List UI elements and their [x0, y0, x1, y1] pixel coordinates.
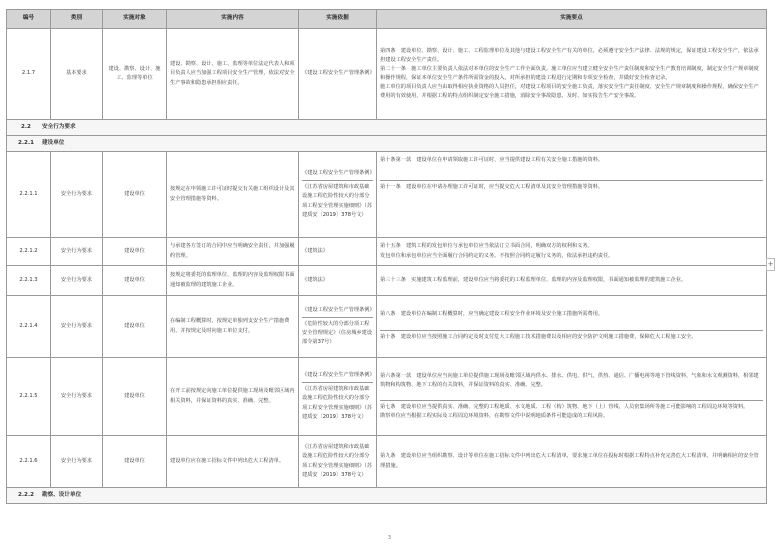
table-row: [7, 358, 767, 436]
row-code: 2.2.1.4: [7, 296, 51, 358]
row-content: 在开工前按规定向施工单位提供施工现场及毗邻区域内相关资料，并保证资料的真实、准确、完整。: [167, 358, 299, 436]
row-content: 在编制工程概算时，按规定单独列支安全生产措施费用，并按规定及时向施工单位支付。: [167, 296, 299, 358]
row-basis: [299, 436, 377, 488]
row-basis: [299, 238, 377, 266]
row-requirements: [377, 29, 767, 120]
header-basis: 实施依据: [299, 10, 377, 29]
row-code: 2.1.7: [7, 29, 51, 120]
requirement-entry: 第八条 建设单位在编制工程概算时，应当确定建设工程安全作业环境及安全施工措施所需费用。: [380, 311, 604, 318]
requirement-entry: 第三十三条 实施建筑工程监理前，建设单位应当将委托的工程监理单位、监理的内容及监理权限，书面通知被监理的建筑施工企业。: [380, 276, 687, 283]
row-object: 建设单位: [103, 358, 167, 436]
basis-entry: 《危险性较大的分部分项工程安全管理规定》（住房城乡建设部令第37号）: [302, 317, 373, 349]
basis-entry: 《建设工程安全生产管理条例》: [302, 170, 375, 177]
section-row: [7, 136, 767, 152]
row-content: 建设、勘察、设计、施工、监理等单位法定代表人和项目负责人应当加强工程项目安全生产管理，依法对安全生产事故和隐患承担相应责任。: [167, 29, 299, 120]
header-category: 类别: [51, 10, 103, 29]
requirement-entry: 第十条 建设单位应当按照施工合同约定及时支付危大工程施工技术措施费以及相应的安全防护文明施工措施费，保障危大工程施工安全。: [380, 330, 763, 344]
requirement-entry: 第六条第一款 建设单位应当向施工单位提供施工现场及毗邻区域内供水、排水、供电、供气、供热、通信、广播电视等地下管线资料，气象和水文观测资料，相邻建筑物和构筑物、地下工程的有关资料，并保证资料的真实、准确、完整。: [380, 372, 759, 388]
row-content: 建设单位应在施工招标文件中列出危大工程清单。: [167, 436, 299, 488]
section-row: [7, 488, 767, 504]
basis-entry: 《建设工程安全生产管理条例》: [302, 372, 375, 379]
row-basis: [299, 296, 377, 358]
row-code: 2.2.1.3: [7, 266, 51, 296]
row-content: 按规定在申领施工许可证时提交有关施工组织设计及其安全管理措施等资料。: [167, 152, 299, 238]
row-requirements: [377, 436, 767, 488]
table-header-row: [7, 10, 767, 29]
row-content: 与承建各方签订的合同中应当明确安全责任，并加强履约管理。: [167, 238, 299, 266]
row-content: 按规定将委托的监理单位、监理的内容及监理权限书面通知被监理的建筑施工企业。: [167, 266, 299, 296]
table-row: [7, 152, 767, 238]
header-requirements: 实施要点: [377, 10, 767, 29]
row-basis: [299, 152, 377, 238]
basis-entry: 《江苏省房屋建筑和市政基础设施工程危险性较大的分部分项工程安全管理实施细则》（苏建质安〔2019〕378号文）: [302, 382, 373, 423]
table-row: [7, 238, 767, 266]
row-category: 安全行为要求: [51, 296, 103, 358]
basis-entry: 《建筑法》: [302, 276, 328, 283]
section-row: [7, 120, 767, 136]
basis-entry: 《江苏省房屋建筑和市政基础设施工程危险性较大的分部分项工程安全管理实施细则》（苏建质安〔2019〕378号文）: [302, 180, 373, 221]
section-code: 2.2.1: [18, 139, 34, 146]
page-edge-marker: +: [766, 258, 775, 271]
table-row: [7, 29, 767, 120]
basis-entry: 《建设工程安全生产管理条例》: [302, 70, 375, 77]
section-title: 勘察、设计单位: [42, 491, 82, 498]
row-category: 安全行为要求: [51, 436, 103, 488]
table-body: [7, 29, 767, 504]
requirement-entry: 第九条 建设单位应当组织勘察、设计等单位在施工招标文件中列出危大工程清单，要求施工单位在投标时根据工程特点补充完善危大工程清单，并明确相应的安全管理措施。: [380, 453, 759, 469]
requirement-entry: 第十五条 建筑工程的发包单位与承包单位应当依法订立书面合同，明确双方的权利和义务。 发包单位和承包单位应当全面履行合同约定的义务。不按照合同约定履行义务的，依法承担违约责任。: [380, 243, 614, 259]
row-code: 2.2.1.1: [7, 152, 51, 238]
row-basis: [299, 358, 377, 436]
row-object: 建设、勘察、设计、施工、监理等单位: [103, 29, 167, 120]
row-object: 建设单位: [103, 296, 167, 358]
row-basis: [299, 29, 377, 120]
section-title: 建设单位: [42, 139, 65, 146]
requirement-entry: 第四条 建设单位、勘察、设计、施工、工程监理单位及其他与建设工程安全生产有关的单位，必须遵守安全生产法律、法规的规定，保证建设工程安全生产，依法承担建设工程安全生产责任。 第二十一条 施工单位主要负责人依法对本单位的安全生产工作全面负责。施工单位应当建立健全安全生产责任制度和安全生产教育培训制度，制定安全生产规章制度和操作规程，保证本单位安全生产条件所需资金的投入，对所承担的建设工程进行定期和专项安全检查，并做好安全检查记录。 施工单位的项目负责人应当由取得相应执业资格的人员担任，对建设工程项目的安全施工负责，落实安全生产责任制度、安全生产规章制度和操作规程，确保安全生产费用的有效使用，并根据工程的特点组织制定安全施工措施，消除安全事故隐患，及时、如实报告生产安全事故。: [380, 47, 759, 100]
basis-entry: 《江苏省房屋建筑和市政基础设施工程危险性较大的分部分项工程安全管理实施细则》（苏建质安〔2019〕378号文）: [302, 444, 373, 478]
row-object: 建设单位: [103, 238, 167, 266]
requirement-entry: 第七条 建设单位应当提供真实、准确、完整的工程地质、水文地质、工程（构）筑物、地下（上）管线、人员密集场所等施工可能影响的工程周边环境等资料。 勘察单位应当根据工程实际及工程周边环境资料，在勘察文件中说明地质条件可能造成的工程风险。: [380, 400, 763, 423]
header-object: 实施对象: [103, 10, 167, 29]
row-object: 建设单位: [103, 266, 167, 296]
section-title: 安全行为要求: [42, 123, 76, 130]
row-category: 安全行为要求: [51, 238, 103, 266]
row-object: 建设单位: [103, 436, 167, 488]
section-code: 2.2: [21, 123, 31, 130]
row-requirements: [377, 266, 767, 296]
row-object: 建设单位: [103, 152, 167, 238]
row-category: 基本要求: [51, 29, 103, 120]
table-row: [7, 296, 767, 358]
page-number: 3: [387, 535, 392, 541]
row-code: 2.2.1.6: [7, 436, 51, 488]
row-category: 安全行为要求: [51, 152, 103, 238]
row-requirements: [377, 152, 767, 238]
section-code: 2.2.2: [18, 491, 34, 498]
header-content: 实施内容: [167, 10, 299, 29]
basis-entry: 《建筑法》: [302, 247, 328, 254]
table-row: [7, 436, 767, 488]
regulation-table: [6, 9, 767, 504]
basis-entry: 《建设工程安全生产管理条例》: [302, 306, 375, 313]
requirement-entry: 第十一条 建设单位在申请办理施工许可证时，应当提交危大工程清单及其安全管理措施等资料。: [380, 180, 763, 235]
row-category: 安全行为要求: [51, 266, 103, 296]
row-code: 2.2.1.2: [7, 238, 51, 266]
requirement-entry: 第十条第一款 建设单位在申请领取施工许可证时，应当提供建设工程有关安全施工措施的资料。: [380, 157, 604, 163]
header-code: 编号: [7, 10, 51, 29]
row-requirements: [377, 238, 767, 266]
table-row: [7, 266, 767, 296]
row-code: 2.2.1.5: [7, 358, 51, 436]
row-category: 安全行为要求: [51, 358, 103, 436]
row-basis: [299, 266, 377, 296]
row-requirements: [377, 296, 767, 358]
row-requirements: [377, 358, 767, 436]
